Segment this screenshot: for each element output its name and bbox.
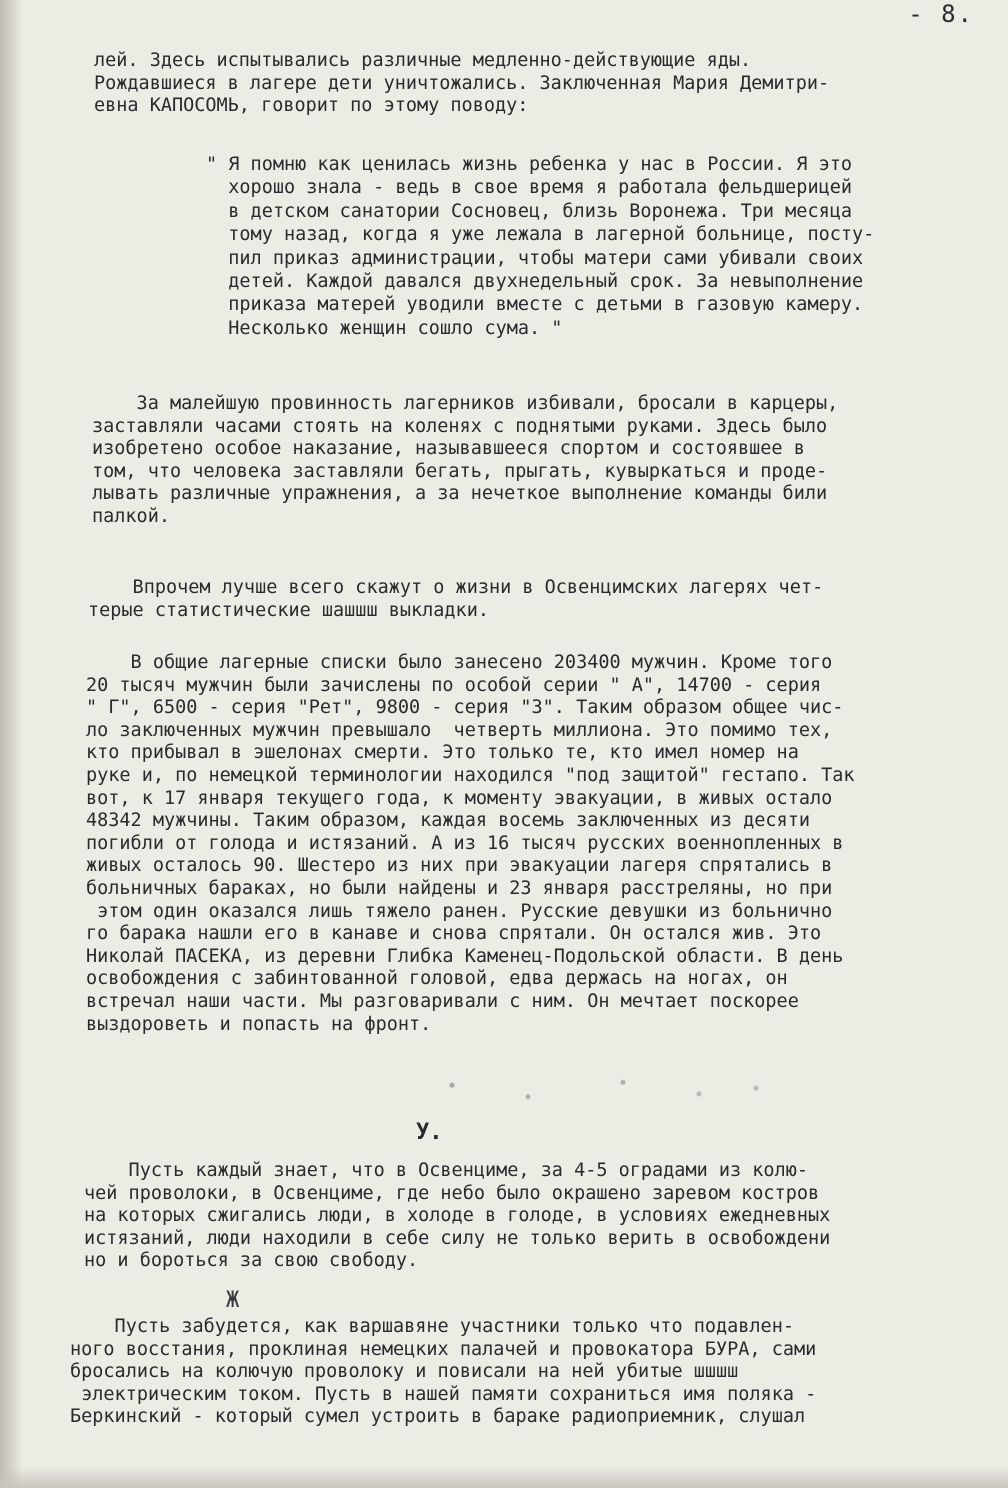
text-line: ло заключенных мужчин превышало четверть миллиона. Это помимо тех, (86, 719, 833, 741)
text-line: хорошо знала - ведь в свое время я работала фельдшерицей (206, 177, 853, 199)
text-line: приказа матерей уводили вместе с детьми в газовую камеру. (206, 294, 864, 316)
text-line: пил приказ администрации, чтобы матери сами убивали своих (206, 247, 864, 269)
text-line: 48342 мужчины. Таким образом, каждая восемь заключенных из десяти (86, 810, 810, 832)
text-line: том, что человека заставляли бегать, прыгать, кувыркаться и проде- (92, 460, 828, 482)
text-line: тому назад, когда я уже лежала в лагерной больнице, посту- (206, 224, 875, 246)
paragraph-6 (70, 1316, 816, 1429)
text-line: в детском санатории Сосновец, близь Воронежа. Три месяца (206, 200, 853, 222)
text-line: освобождения с забинтованной головой, едва держась на ногах, он (86, 968, 788, 990)
text-line: В общие лагерные списки было занесено 203400 мужчин. Кроме того (86, 652, 833, 673)
paragraph-3 (88, 577, 823, 622)
page-number: - 8. (908, 0, 974, 28)
quote-block (206, 153, 874, 340)
text-line: руке и, по немецкой терминологии находился "под защитой" гестапо. Так (86, 764, 855, 786)
text-line: изобретено особое наказание, называвшееся спортом и состоявшее в (92, 438, 805, 460)
text-line: Рождавшиеся в лагере дети уничтожались. Заключенная Мария Демитри- (94, 72, 830, 94)
text-line: выздороветь и попасть на фронт. (86, 1013, 432, 1035)
paragraph-2 (92, 393, 838, 529)
text-line: Беркинский - который сумел устроить в бараке радиоприемник, слушал (70, 1406, 806, 1428)
text-line: на которых сжигались люди, в холоде в голоде, в условиях ежедневных (84, 1205, 831, 1227)
text-line: За малейшую провинность лагерников избивали, бросали в карцеры, (92, 393, 839, 414)
text-line: встречал наши части. Мы разговаривали с ним. Он мечтает поскорее (86, 990, 799, 1012)
text-line: кто прибывал в эшелонах смерти. Это только те, кто имел номер на (86, 742, 799, 764)
text-line: погибли от голода и истязаний. А из 16 тысяч русских военнопленных в (86, 832, 844, 854)
text-line: лывать различные упражнения, а за нечеткое выполнение команды били (92, 483, 828, 505)
text-line: электрическим током. Пусть в нашей памяти сохраниться имя поляка - (70, 1383, 817, 1405)
text-line: этом один оказался лишь тяжело ранен. Русские девушки из больнично (86, 900, 833, 922)
text-line: истязаний, люди находили в себе силу не только верить в освобождени (84, 1227, 831, 1249)
text-line: чей проволоки, в Освенциме, где небо было окрашено заревом костров (84, 1182, 820, 1204)
text-line: вот, к 17 января текущего года, к моменту эвакуации, в живых остало (86, 787, 833, 809)
scan-bottom-shadow (0, 1466, 1008, 1488)
text-line: Пусть забудется, как варшавяне участники только что подавлен- (70, 1316, 794, 1337)
text-line: " Г", 6500 - серия "Рет", 9800 - серия "З". Таким образом общее чис- (86, 697, 844, 719)
text-line: Николай ПАСЕКА, из деревни Глибка Каменец-Подольской области. В день (86, 945, 844, 967)
text-line: лей. Здесь испытывались различные медленно-действующие яды. (94, 50, 752, 71)
section-marker: У. (416, 1120, 443, 1145)
text-line: больничных бараках, но были найдены и 23 января расстреляны, но при (86, 877, 833, 899)
scan-edge-shadow (0, 0, 22, 1488)
ink-smudge (414, 1062, 794, 1120)
text-line: терые статистические шашшш выкладки. (88, 599, 489, 621)
paragraph-1 (94, 50, 829, 118)
text-line: 20 тысяч мужчин были зачислены по особой серии " А", 14700 - серия (86, 674, 822, 696)
text-line: евна КАПОСОМЬ, говорит по этому поводу: (94, 95, 529, 117)
text-line: но и бороться за свою свободу. (84, 1250, 419, 1272)
text-line: живых осталось 90. Шестеро из них при эвакуации лагеря спрятались в (86, 855, 833, 877)
text-line: го барака нашли его в канаве и снова спрятали. Он остался жив. Это (86, 923, 822, 945)
text-line: Несколько женщин сошло сума. " (206, 317, 563, 339)
paragraph-5 (84, 1160, 830, 1273)
text-line: ного восстания, проклиная немецких палачей и провокатора БУРА, сами (70, 1338, 817, 1360)
text-line: " Я помню как ценилась жизнь ребенка у нас в России. Я это (206, 154, 853, 175)
handwritten-margin-mark: Ж (226, 1288, 240, 1313)
text-line: бросались на колючую проволоку и повисали на ней убитые шшшш (70, 1361, 739, 1383)
text-line: заставляли часами стоять на коленях с поднятыми руками. Здесь было (92, 415, 828, 437)
text-line: Пусть каждый знает, что в Освенциме, за 4-5 оградами из колю- (84, 1160, 808, 1181)
text-line: детей. Каждой давался двухнедельный срок. За невыполнение (206, 270, 864, 292)
text-line: Впрочем лучше всего скажут о жизни в Освенцимских лагерях чет- (88, 577, 824, 598)
paragraph-4 (86, 652, 855, 1036)
text-line: палкой. (92, 505, 170, 527)
